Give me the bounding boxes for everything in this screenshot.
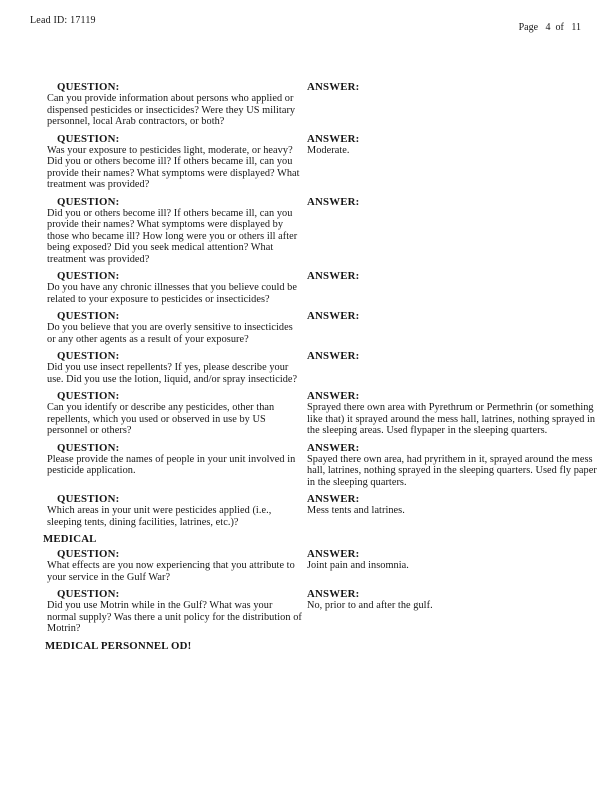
medical-personnel-heading: MEDICAL PERSONNEL OD! <box>45 639 192 652</box>
answer-block <box>307 350 597 362</box>
answer-block <box>307 196 597 208</box>
question-text: Did you or others become ill? If others became ill, can you provide their names? What symptoms were displayed by those who became ill? How long were you or others ill after being exposed? Did you seek medical attention? What treatment was provided? <box>47 207 298 265</box>
answer-text: No, prior to and after the gulf. <box>307 600 433 611</box>
question-block <box>47 196 303 266</box>
answer-label: ANSWER: <box>307 310 360 322</box>
medical-section-heading: MEDICAL <box>43 533 97 545</box>
question-label: QUESTION: <box>57 195 120 208</box>
question-text: Please provide the names of people in your unit involved in pesticide application. <box>47 453 296 476</box>
answer-block <box>307 588 597 612</box>
answer-label: ANSWER: <box>307 350 360 362</box>
question-label: QUESTION: <box>57 350 120 362</box>
answer-text: Moderate. <box>307 144 350 156</box>
lead-id: Lead ID: 17119 <box>30 15 96 26</box>
question-block <box>47 81 303 128</box>
page-header <box>0 0 611 33</box>
answer-block <box>307 310 597 322</box>
answer-label: ANSWER: <box>307 195 360 208</box>
question-block <box>47 442 303 477</box>
page-indicator: Page 4 of 11 <box>518 22 581 33</box>
question-text: Do you have any chronic illnesses that you believe could be related to your exposure to pesticides or insecticides? <box>47 282 298 305</box>
qa-row-8 <box>47 442 597 489</box>
answer-label: ANSWER: <box>307 588 360 600</box>
qa-row-7 <box>47 390 597 437</box>
question-text: Can you identify or describe any pesticides, other than repellents, which you used or observed in use by US personnel or others? <box>47 402 275 436</box>
question-label: QUESTION: <box>57 493 120 505</box>
question-label: QUESTION: <box>57 588 120 600</box>
answer-text: Spayed there own area, had pryrithem in it, sprayed around the mess hall, latrines, nothing sprayed in the sleeping quarters. Used fly paper in the sleeping quarters. <box>307 453 597 488</box>
question-block <box>47 548 303 583</box>
question-label: QUESTION: <box>57 270 120 282</box>
answer-block <box>307 548 597 572</box>
answer-label: ANSWER: <box>307 270 360 282</box>
question-text: Did you use Motrin while in the Gulf? What was your normal supply? Was there a unit policy for the distribution of Motrin? <box>47 600 302 634</box>
answer-text: Joint pain and insomnia. <box>307 560 409 571</box>
question-text: What effects are you now experiencing that you attribute to your service in the Gulf War? <box>47 560 295 583</box>
question-label: QUESTION: <box>57 441 120 454</box>
qa-content <box>0 81 611 652</box>
question-label: QUESTION: <box>57 548 120 560</box>
qa-row-10 <box>47 548 597 583</box>
answer-label: ANSWER: <box>307 81 360 93</box>
question-label: QUESTION: <box>57 81 120 93</box>
question-block <box>47 493 303 528</box>
answer-label: ANSWER: <box>307 132 360 145</box>
qa-row-6 <box>47 350 597 385</box>
question-text: Can you provide information about persons who applied or dispensed pesticides or insecticides? Were they US military personnel, local Arab contractors, or both? <box>47 93 296 127</box>
answer-label: ANSWER: <box>307 390 360 402</box>
question-label: QUESTION: <box>57 132 120 145</box>
question-text: Do you believe that you are overly sensitive to insecticides or any other agents as a result of your exposure? <box>47 322 293 345</box>
question-text: Which areas in your unit were pesticides applied (i.e., sleeping tents, dining facilities, latrines, etc.)? <box>47 505 272 528</box>
question-block <box>47 310 303 345</box>
answer-label: ANSWER: <box>307 441 360 454</box>
qa-row-11 <box>47 588 597 635</box>
answer-label: ANSWER: <box>307 548 360 560</box>
qa-row-3 <box>47 196 597 266</box>
question-block <box>47 350 303 385</box>
qa-row-2 <box>47 133 597 191</box>
question-block <box>47 270 303 305</box>
answer-block <box>307 390 597 437</box>
answer-block <box>307 133 597 157</box>
question-label: QUESTION: <box>57 390 120 402</box>
question-label: QUESTION: <box>57 310 120 322</box>
question-text: Did you use insect repellents? If yes, please describe your use. Did you use the lotion, liquid, and/or spray insecticide? <box>47 362 298 385</box>
question-block <box>47 588 303 635</box>
answer-label: ANSWER: <box>307 493 360 505</box>
question-block <box>47 390 303 437</box>
qa-row-1 <box>47 81 597 128</box>
answer-block <box>307 493 597 517</box>
answer-block <box>307 81 597 93</box>
qa-row-5 <box>47 310 597 345</box>
qa-row-9 <box>47 493 597 528</box>
question-block <box>47 133 303 191</box>
answer-block <box>307 442 597 489</box>
question-text: Was your exposure to pesticides light, moderate, or heavy? Did you or others become ill? If others became ill, can you provide their names? What symptoms were displayed? What treatment was provided? <box>47 144 300 190</box>
answer-block <box>307 270 597 282</box>
qa-row-4 <box>47 270 597 305</box>
answer-text: Sprayed there own area with Pyrethrum or Permethrin (or something like that) it sprayed around the mess hall, latrines, nothing sprayed in the sleeping areas. Used flypaper in the sleeping quarters. <box>307 402 596 436</box>
answer-text: Mess tents and latrines. <box>307 505 405 516</box>
